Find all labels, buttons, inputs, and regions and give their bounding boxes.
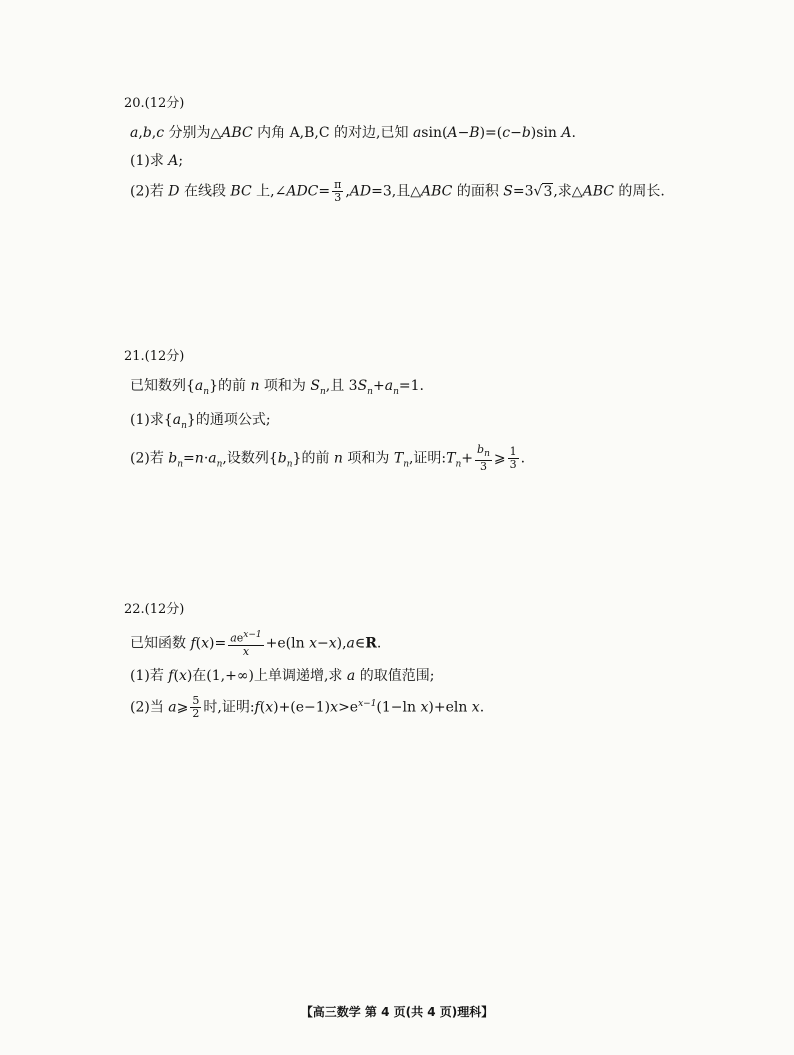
text-run: (1−ln [376,699,421,716]
text-run: 的取值范围; [355,667,435,684]
text-run: T [393,450,404,467]
text-run: AD [349,183,372,200]
text-run: x [265,699,274,716]
text-run: x [328,635,337,652]
text-run: }的前 [209,378,251,394]
text-run: 项和为 [259,378,311,394]
text-run: 内角 A,B,C 的对边,已知 [252,125,413,141]
text-run: 时,证明: [203,699,255,716]
text-run: 的面积 [452,183,504,200]
question-number: 22.(12分) [124,602,185,617]
text-run: 项和为 [342,450,394,467]
page-footer: 【高三数学 第 4 页(共 4 页)理科】 [300,1005,494,1019]
subscript: n [393,386,399,397]
subscript: n [367,386,373,397]
text-run: sin( [421,125,448,141]
text-run: + [461,450,474,467]
text-run: =1. [398,378,424,394]
text-run: ABC [582,183,614,200]
text-run: (2)若 [130,183,169,200]
text-run: a [168,699,177,716]
text-run: ,设数列{ [222,450,278,467]
text-run: , [138,125,143,141]
text-run: ,证明: [408,450,447,467]
text-run: a [208,450,217,467]
text-run: a [412,125,422,141]
subscript: n [455,458,462,469]
text-run: b [521,125,531,141]
text-run: 在线段 [179,183,231,200]
fraction-denominator: 3 [334,191,342,204]
text-run: , [345,183,350,200]
text-run: − [457,125,470,141]
text-run: )sin [530,125,562,141]
text-run: 上,∠ [251,183,287,200]
fraction [332,179,343,204]
question-number: 20.(12分) [124,96,185,111]
text-run: A [561,125,572,141]
text-run: f [168,667,174,684]
text-run: }的通项公式; [186,411,271,428]
text-run: ∈ [354,635,366,652]
text-run: R [365,635,377,652]
question-part-1 [130,410,770,436]
fraction [228,629,263,658]
fraction [508,446,519,471]
text-run: . [571,125,576,141]
question-21 [124,345,770,482]
text-run: )=( [479,125,503,141]
text-run: ⩾ [176,699,189,716]
text-run: x [178,667,187,684]
text-run: (2)若 [130,450,169,467]
superscript: x−1 [358,698,377,709]
text-run: S [310,378,320,394]
text-run: A [168,153,179,169]
text-run: a [384,378,394,394]
text-run: · [203,450,209,467]
fraction-denominator: 2 [192,706,200,720]
question-part-1 [130,151,770,171]
text-run: ,求△ [553,183,583,200]
text-run: ), [336,635,347,652]
text-run: }的前 [292,450,334,467]
text-run: +e(ln [265,635,310,652]
text-run: a [346,667,356,684]
question-stem [130,629,770,658]
text-run: A [447,125,458,141]
text-run: ⩾ [493,450,506,467]
text-run: ; [178,153,184,169]
text-run: b [477,442,485,456]
text-run: (1)若 [130,667,169,684]
text-run: . [479,699,485,716]
fraction [475,444,492,473]
text-run: . [520,450,526,467]
subscript: n [484,448,490,459]
subscript: n [286,458,293,469]
text-run: a [346,635,355,652]
fraction-denominator: x [242,644,250,658]
text-run: (2)当 [130,699,169,716]
text-run: 已知数列{ [130,378,195,394]
question-stem [130,376,770,402]
text-run: x [201,635,210,652]
text-run: n [194,450,204,467]
question-number: 21.(12分) [124,349,185,364]
question-part-1 [130,666,770,686]
text-run: a [230,631,237,645]
text-run: a [172,411,182,428]
text-run: , [151,125,157,141]
text-run: n [333,450,343,467]
fraction [190,695,201,720]
text-run: ( [259,699,266,716]
text-run: e [236,631,244,645]
question-part-2 [130,179,770,204]
subscript: n [181,420,187,431]
text-run: − [316,635,329,652]
text-run: )+eln [428,699,472,716]
text-run: 已知函数 [130,635,191,652]
text-run: f [254,699,260,716]
text-run: x [309,635,317,652]
fraction-numerator [228,629,263,646]
text-run: b [168,450,178,467]
text-run: >e [338,699,359,716]
text-run: a [130,125,139,141]
text-run: x [471,699,480,716]
question-stem [130,123,770,143]
text-run: − [510,125,522,141]
text-run: =3 [512,183,534,200]
question-22 [124,598,770,728]
text-run: ( [173,667,179,684]
text-run: x [420,699,429,716]
text-run: ABC [421,183,453,200]
text-run: ( [195,635,202,652]
fraction-numerator [475,444,492,461]
superscript: x−1 [243,630,262,640]
text-run: BC [230,183,252,200]
text-run: x [330,699,339,716]
text-run: . [376,635,382,652]
fraction-denominator: 3 [509,457,517,471]
question-part-2 [130,444,770,474]
text-run: 分别为△ [164,125,222,141]
text-run: S [503,183,513,200]
text-run: 的周长. [613,183,665,200]
text-run: ADC [286,183,319,200]
text-run: ,且 3 [325,378,358,394]
text-run: a [194,378,204,394]
text-run: )= [209,635,227,652]
text-run: + [372,378,385,394]
text-run: )+(e−1) [273,699,331,716]
question-20 [124,92,770,212]
text-run: =3,且△ [371,183,421,200]
text-run: D [168,183,180,200]
text-run: (1)求{ [130,411,173,428]
text-run: = [318,183,331,200]
question-part-2 [130,694,770,720]
text-run: c [156,125,165,141]
text-run: B [469,125,480,141]
subscript: n [177,458,184,469]
text-run: c [502,125,511,141]
fraction-numerator: 5 [192,693,200,707]
text-run: n [250,378,260,394]
fraction-numerator: 1 [509,444,517,458]
subscript: n [403,458,409,469]
text-run: b [142,125,152,141]
fraction-numerator: π [334,178,342,191]
text-run: (1)求 [130,153,169,169]
text-run: = [183,450,195,467]
text-run: f [190,635,196,652]
text-run: ABC [221,125,253,141]
sqrt-icon: √ [533,183,543,200]
text-run: b [277,450,287,467]
text-run: )在(1,+∞)上单调递增,求 [186,667,347,684]
subscript: n [203,386,210,397]
subscript: n [216,458,223,469]
text-run: S [357,378,368,394]
sqrt-radicand: 3 [543,183,553,200]
text-run: T [446,450,456,467]
fraction-denominator: 3 [479,459,487,473]
subscript: n [319,386,326,397]
